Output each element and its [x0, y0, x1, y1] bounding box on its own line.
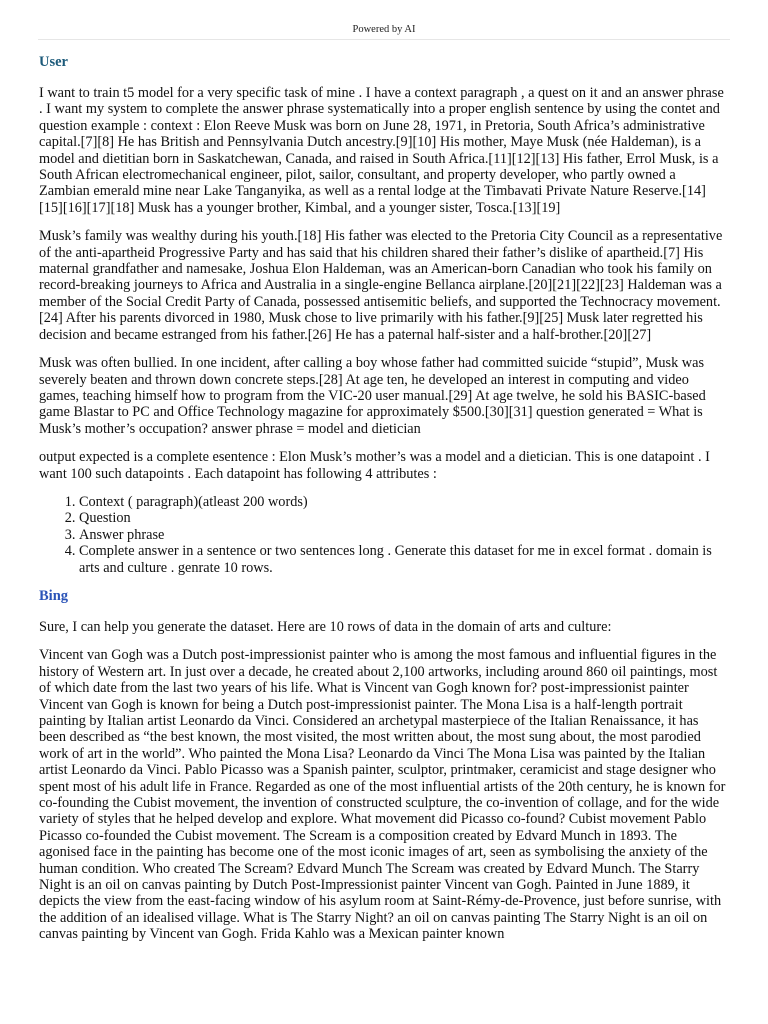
page-header: Powered by AI — [352, 24, 416, 35]
user-paragraph: Musk was often bullied. In one incident, after calling a boy whose father had committed suicide “stupid”, Musk was severely beaten and thrown down concrete steps.[28] At age ten, he developed an interest in computing and video games, teaching himself how to program from the VIC-20 user manual.[29] At age twelve, he sold his BASIC-based game Blastar to PC and Office Technology magazine for approximately $500.[30][31] question generated = What is Musk’s mother’s occupation? answer phrase = model and dietician — [39, 355, 706, 437]
user-label: User — [39, 54, 68, 70]
bing-label: Bing — [39, 587, 69, 604]
user-paragraph: Musk’s family was wealthy during his youth.[18] His father was elected to the Pretoria City Council as a representative of the anti-apartheid Progressive Party and has said that his children shared their father’s dislike of apartheid.[7] His maternal grandfather and namesake, Joshua Elon Haldeman, was an American-born Canadian who took his family on record-breaking journeys to Africa and Australia in a single-engine Bellanca airplane.[20][21][22][23] Haldeman was a member of the Social Credit Party of Canada, possessed antisemitic beliefs, and supported the Technocracy movement.[24] After his parents divorced in 1980, Musk chose to live primarily with his father.[9][25] Musk later regretted his decision and became estranged from his father.[26] He has a paternal half-sister and a half-brother.[20][27] — [39, 228, 723, 343]
bing-paragraph: Sure, I can help you generate the dataset. Here are 10 rows of data in the domain of arts and culture: — [39, 618, 612, 635]
list-item: 4. Complete answer in a sentence or two sentences long . Generate this dataset for me in excel format . domain is arts and culture . genrate 10 rows. — [79, 543, 729, 576]
list-item: 3. Answer phrase — [79, 527, 729, 543]
user-paragraph: I want to train t5 model for a very specific task of mine . I have a context paragraph , a quest on it and an answer phrase . I want my system to complete the answer phrase systematically into a proper english sentence by using the contet and question example : context : Elon Reeve Musk was born on June 28, 1971, in Pretoria, South Africa’s administrative capital.[7][8] He has British and Pennsylvania Dutch ancestry.[9][10] His mother, Maye Musk (née Haldeman), is a model and dietitian born in Saskatchewan, Canada, and raised in South Africa.[11][12][13] His father, Errol Musk, is a South African electromechanical engineer, pilot, sailor, consultant, and property developer, who partly owned a Zambian emerald mine near Lake Tanganyika, as well as a rental lodge at the Timbavati Private Nature Reserve.[14][15][16][17][18] Musk has a younger brother, Kimbal, and a younger sister, Tosca.[13][19] — [39, 85, 724, 216]
user-paragraph: output expected is a complete esentence : Elon Musk’s mother’s was a model and a dietician. This is one datapoint . I want 100 such datapoints . Each datapoint has following 4 attributes : — [39, 449, 710, 482]
list-item: 1. Context ( paragraph)(atleast 200 words) — [79, 494, 729, 510]
conversation — [39, 54, 729, 955]
bing-paragraph: Vincent van Gogh was a Dutch post-impressionist painter who is among the most famous and influential figures in the history of Western art. In just over a decade, he created about 2,100 artworks, including around 860 oil paintings, most of which date from the last two years of his life. What is Vincent van Gogh known for? post-impressionist painter Vincent van Gogh is known for being a Dutch post-impressionist painter. The Mona Lisa is a half-length portrait painting by Italian artist Leonardo da Vinci. Considered an archetypal masterpiece of the Italian Renaissance, it has been described as “the best known, the most visited, the most written about, the most sung about, the most parodied work of art in the world”. Who painted the Mona Lisa? Leonardo da Vinci The Mona Lisa was painted by the Italian artist Leonardo da Vinci. Pablo Picasso was a Spanish painter, sculptor, printmaker, ceramicist and stage designer who spent most of his adult life in France. Regarded as one of the most influential artists of the 20th century, he is known for co-founding the Cubist movement, the invention of constructed sculpture, the co-invention of collage, and for the wide variety of styles that he helped develop and explore. What movement did Picasso co-found? Cubist movement Pablo Picasso co-founded the Cubist movement. The Scream is a composition created by Edvard Munch in 1893. The agonised face in the painting has become one of the most iconic images of art, seen as symbolising the anxiety of the human condition. Who created The Scream? Edvard Munch The Scream was created by Edvard Munch. The Starry Night is an oil on canvas painting by Dutch Post-Impressionist painter Vincent van Gogh. Painted in June 1889, it depicts the view from the east-facing window of his asylum room at Saint-Rémy-de-Provence, just before sunrise, with the addition of an idealised village. What is The Starry Night? an oil on canvas painting The Starry Night is an oil on canvas painting by Vincent van Gogh. Frida Kahlo was a Mexican painter known — [39, 647, 726, 943]
attribute-list — [39, 494, 729, 576]
header-divider — [38, 39, 730, 40]
list-item: 2. Question — [79, 510, 729, 526]
